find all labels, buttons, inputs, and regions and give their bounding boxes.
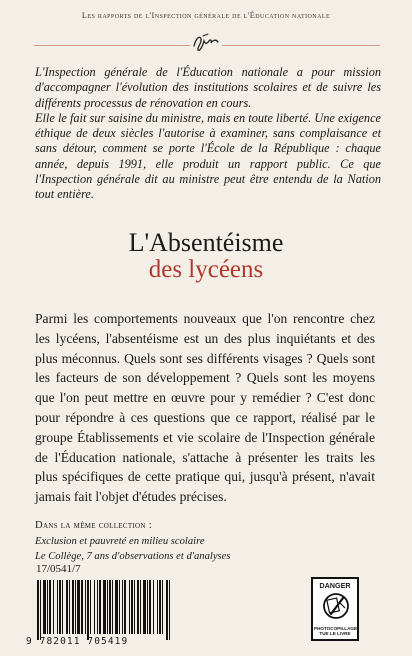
- isbn-number: 9 782011 705419: [26, 636, 129, 647]
- igen-signature-logo-icon: [191, 31, 221, 53]
- reference-number: 17/0541/7: [36, 563, 81, 575]
- barcode-graphic-icon: [33, 580, 175, 642]
- header-rule-left: [34, 45, 190, 46]
- summary-text: Parmi les comportements nouveaux que l'on rencontre chez les lycéens, l'absentéisme est un des plus inquiétants et des plus méconnus. Quels sont ses différents visages ? Quels sont les facteurs de son développement ? Quels sont les moyens que l'on peut mettre en œuvre pour y remédier ? C'est donc pour répondre à ces questions que ce rapport, réalisé par le groupe Établissements et vie scolaire de l'Inspection générale de l'Éducation nationale, s'attache à présenter les traits les plus spécifiques de cette pratique qui, jusqu'à présent, n'avait jamais fait l'objet d'études précises.: [35, 311, 375, 505]
- danger-slogan: PHOTOCOPILLAGE TUE LE LIVRE: [314, 625, 358, 637]
- book-title: L'Absentéisme: [128, 228, 284, 257]
- book-subtitle: des lycéens: [148, 256, 264, 283]
- collection-item: Le Collège, 7 ans d'observations et d'analyses: [35, 551, 231, 562]
- danger-label: DANGER: [319, 581, 351, 590]
- mission-paragraph-1: L'Inspection générale de l'Éducation nationale a pour mission d'accompagner l'évolution des institutions scolaires et de suivre les différents processus de rénovation en cours.: [35, 65, 381, 110]
- same-collection: [35, 518, 375, 565]
- series-title: Les rapports de l'Inspection générale de l'Éducation nationale: [81, 11, 331, 20]
- collection-heading: Dans la même collection :: [35, 520, 152, 531]
- collection-item: Exclusion et pauvreté en milieu scolaire: [35, 535, 205, 547]
- mission-paragraph-2: Elle le fait sur saisine du ministre, mais en toute liberté. Une exigence éthique de deux siècles l'autorise à examiner, sans complaisance et sans détour, comment se porte l'École de la République : chaque année, depuis 1991, elle produit un rapport public. Ce que l'Inspection générale dit au ministre peut être entendu de la Nation tout entière.: [35, 110, 381, 202]
- photocopy-danger-icon: [322, 592, 350, 620]
- header-rule-right: [222, 45, 380, 46]
- mission-statement: [35, 65, 381, 203]
- photocopy-danger-badge: [311, 577, 359, 641]
